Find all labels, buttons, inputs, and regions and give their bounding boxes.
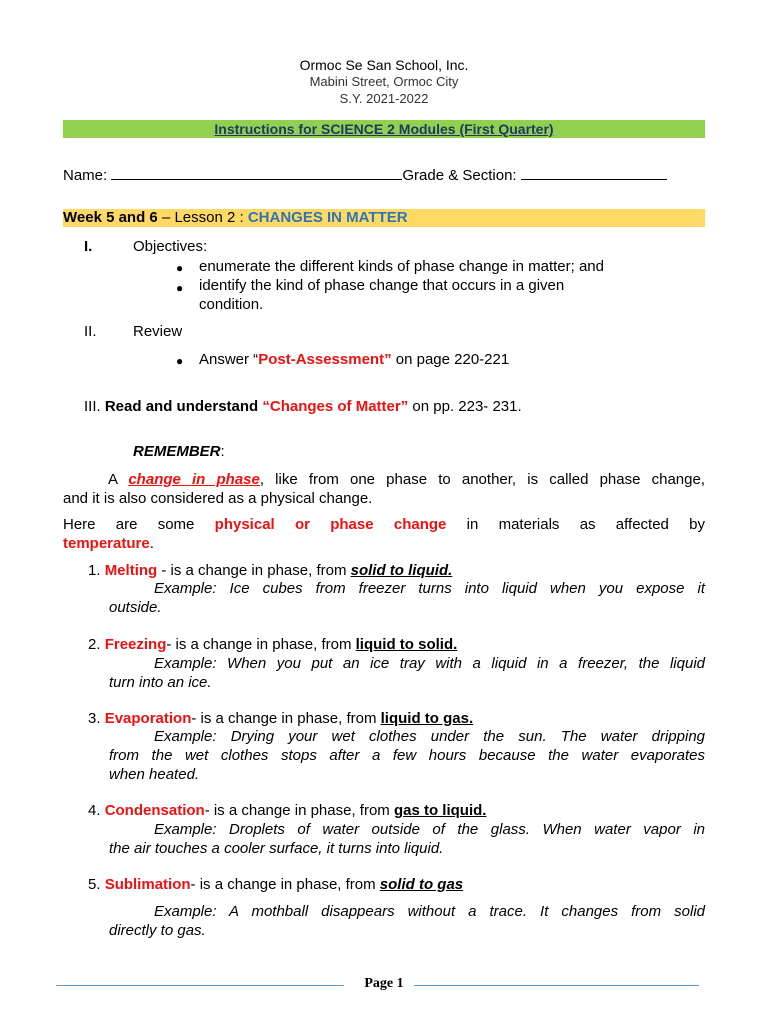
temperature-highlight: temperature [63, 535, 150, 552]
read-suffix: on pp. 223- 231. [408, 398, 522, 415]
phase-term: Evaporation [104, 710, 192, 727]
phase-item-condensation: 4. Condensation- is a change in phase, from gas to liquid. [88, 802, 487, 819]
changes-of-matter-highlight: “Changes of Matter” [262, 398, 409, 415]
phase-term: Sublimation [104, 876, 191, 893]
week-label: Week 5 and 6 [63, 209, 158, 226]
change-in-phase-highlight: change in phase [128, 471, 260, 488]
grade-section-label: Grade & Section: [402, 167, 517, 184]
phase-change-direction: liquid to solid. [355, 636, 458, 653]
phase-item-melting: 1. Melting - is a change in phase, from solid to liquid. [88, 562, 453, 579]
post-assessment-highlight: Post-Assessment” [258, 351, 392, 368]
remember-heading [133, 443, 225, 460]
objectives-numeral: I. [84, 238, 93, 255]
school-address: Mabini Street, Ormoc City [309, 74, 459, 89]
bullet-icon: ● [176, 261, 184, 275]
phase-item-evaporation: 3. Evaporation- is a change in phase, from liquid to gas. [88, 710, 474, 727]
name-grade-line [63, 166, 667, 184]
example-freezing: Example: When you put an ice tray with a liquid in a freezer, the liquid turn into an ice. [109, 655, 705, 691]
phase-change-definition-cont: and it is also considered as a physical change. [63, 490, 373, 507]
objective-item-1: enumerate the different kinds of phase change in matter; and [199, 258, 604, 275]
review-answer-prefix: Answer “ [199, 351, 259, 368]
school-name: Ormoc Se San School, Inc. [299, 57, 469, 73]
example-sublimation: Example: A mothball disappears without a trace. It changes from solid directly to gas. [109, 903, 705, 939]
read-numeral: III. [84, 398, 105, 415]
page-number: Page 1 [364, 976, 404, 991]
grade-section-blank[interactable] [521, 166, 667, 180]
read-bold-text: Read and understand [104, 398, 263, 415]
phase-term: Melting [104, 562, 158, 579]
phase-change-direction: gas to liquid. [393, 802, 487, 819]
week-lesson-bar [63, 209, 705, 227]
phase-change-direction: solid to gas [379, 876, 464, 893]
objective-item-2-cont: condition. [199, 296, 264, 313]
school-year: S.Y. 2021-2022 [339, 91, 429, 106]
instructions-title-bar [63, 120, 705, 138]
remember-colon: : [220, 443, 225, 460]
example-condensation: Example: Droplets of water outside of the glass. When water vapor in the air touches a cooler surface, it turns into liquid. [109, 821, 705, 857]
name-label: Name: [63, 167, 108, 184]
review-label: Review [133, 323, 183, 340]
instructions-title: Instructions for SCIENCE 2 Modules (First Quarter) [214, 121, 554, 137]
phase-change-direction: liquid to gas. [380, 710, 474, 727]
phase-item-freezing: 2. Freezing- is a change in phase, from liquid to solid. [88, 636, 458, 653]
footer-rule-right [414, 985, 699, 986]
phase-change-definition: A change in phase, like from one phase to another, is called phase change, [108, 471, 705, 488]
physical-change-intro-cont: temperature. [63, 535, 154, 552]
bullet-icon: ● [176, 281, 184, 295]
physical-change-intro: Here are some physical or phase change in materials as affected by [63, 516, 706, 533]
objectives-label: Objectives: [133, 238, 208, 255]
objective-item-2: identify the kind of phase change that occurs in a given [199, 277, 565, 294]
read-instruction [84, 398, 522, 415]
example-evaporation: Example: Drying your wet clothes under the sun. The water dripping from the wet clothes stops after a few hours because the water evaporates when heated. [109, 728, 705, 783]
lesson-title: CHANGES IN MATTER [247, 209, 408, 226]
phase-term: Freezing [104, 636, 167, 653]
name-blank[interactable] [111, 166, 402, 180]
example-melting: Example: Ice cubes from freezer turns into liquid when you expose it outside. [109, 580, 705, 616]
phase-change-direction: solid to liquid. [350, 562, 453, 579]
review-answer [199, 351, 509, 368]
remember-label: REMEMBER [133, 443, 221, 460]
bullet-icon: ● [176, 354, 184, 368]
review-answer-suffix: on page 220-221 [391, 351, 510, 368]
phase-term: Condensation [104, 802, 205, 819]
phase-item-sublimation: 5. Sublimation- is a change in phase, from solid to gas [88, 876, 464, 893]
physical-change-highlight: physical or phase change [214, 516, 447, 533]
lesson-number: – Lesson 2 : [157, 209, 248, 226]
review-numeral: II. [84, 323, 97, 340]
